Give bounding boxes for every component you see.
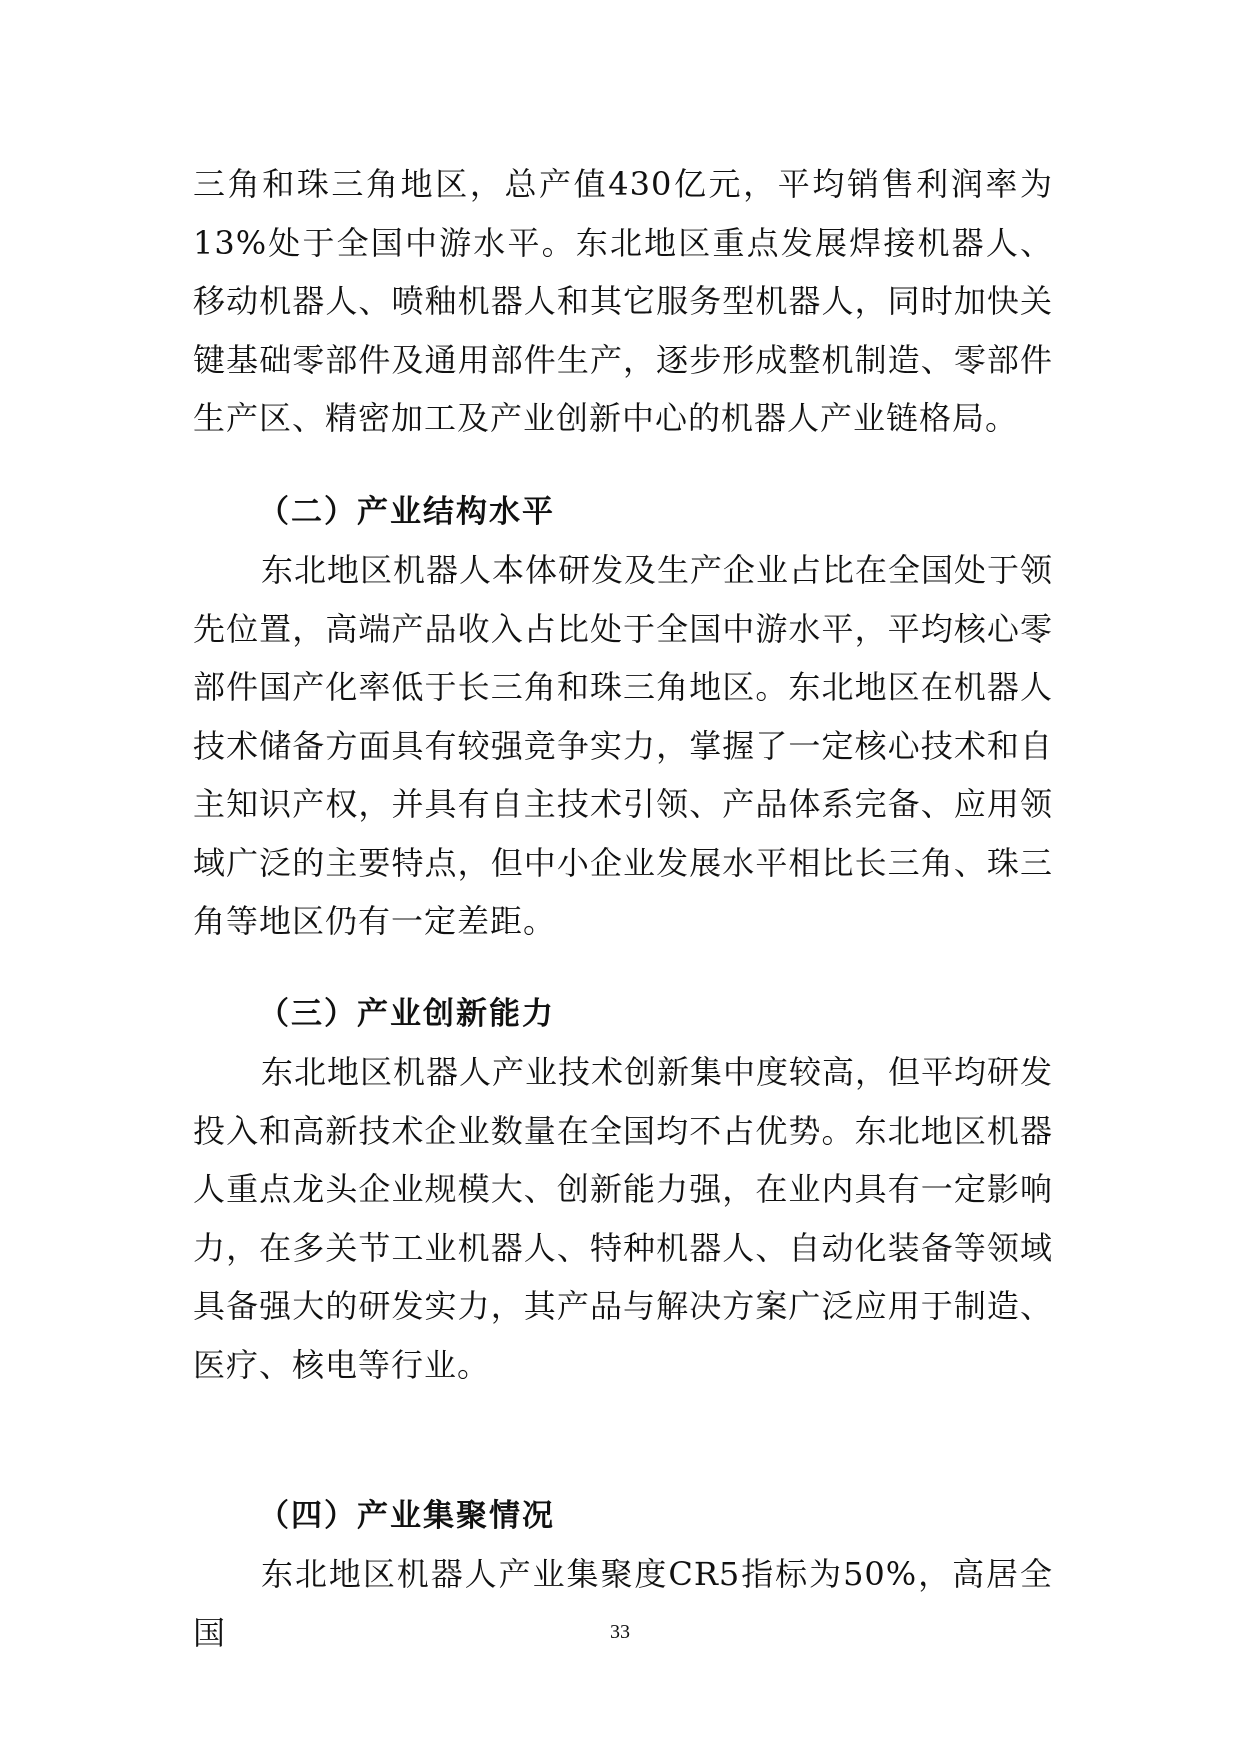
paragraph-innovation-capacity — [193, 1043, 1053, 1394]
paragraph-industry-structure — [193, 541, 1053, 951]
paragraph-text: 东北地区机器人本体研发及生产企业占比在全国处于领先位置，高端产品收入占比处于全国中游水平，平均核心零部件国产化率低于长三角和珠三角地区。东北地区在机器人技术储备方面具有较强竞争实力，掌握了一定核心技术和自主知识产权，并具有自主技术引领、产品体系完备、应用领域广泛的主要特点，但中小企业发展水平相比长三角、珠三角等地区仍有一定差距。 — [193, 551, 1054, 940]
section-heading-industry-structure: （二）产业结构水平 — [258, 494, 555, 530]
section-heading-industry-clustering: （四）产业集聚情况 — [258, 1498, 555, 1534]
paragraph-text: 三角和珠三角地区，总产值430亿元，平均销售利润率为13%处于全国中游水平。东北地区重点发展焊接机器人、移动机器人、喷釉机器人和其它服务型机器人，同时加快关键基础零部件及通用部件生产，逐步形成整机制造、零部件生产区、精密加工及产业创新中心的机器人产业链格局。 — [193, 165, 1053, 437]
paragraph-industry-output — [193, 155, 1053, 448]
paragraph-text: 东北地区机器人产业技术创新集中度较高，但平均研发投入和高新技术企业数量在全国均不占优势。东北地区机器人重点龙头企业规模大、创新能力强，在业内具有一定影响力，在多关节工业机器人、特种机器人、自动化装备等领域具备强大的研发实力，其产品与解决方案广泛应用于制造、医疗、核电等行业。 — [193, 1053, 1054, 1384]
page-number: 33 — [610, 1621, 630, 1643]
paragraph-industry-clustering — [193, 1545, 1053, 1662]
paragraph-text: 东北地区机器人产业集聚度CR5指标为50%，高居全国 — [193, 1555, 1053, 1652]
section-heading-innovation-capacity: （三）产业创新能力 — [258, 996, 555, 1032]
